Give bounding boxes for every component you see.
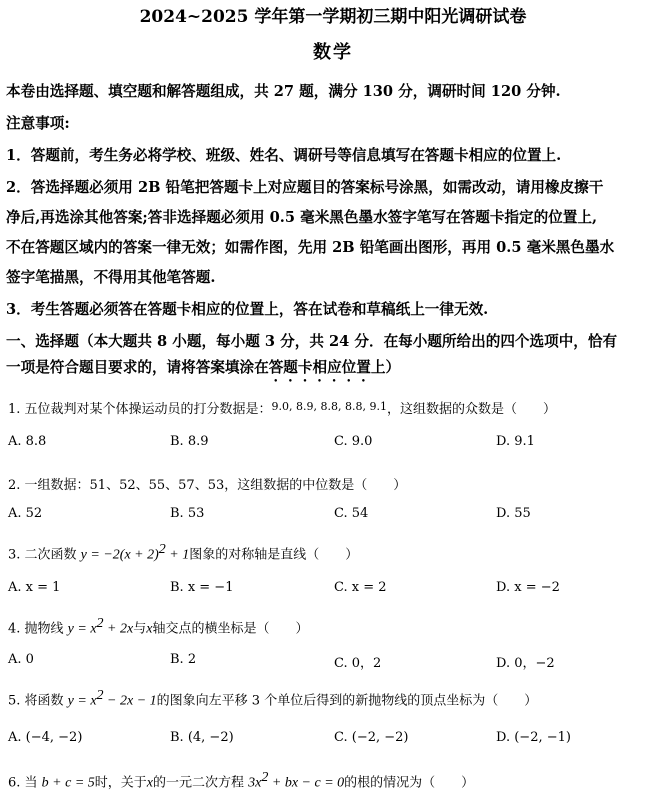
notice-item-3: 3．考生答题必须答在答题卡相应的位置上，答在试卷和草稿纸上一律无效. (6, 301, 489, 318)
question-4-option-d: D. 0，−2 (496, 656, 555, 671)
question-2-option-c: C. 54 (334, 506, 369, 521)
subject-title: 数学 (313, 42, 353, 63)
question-6-stem: 6. 当 b + c = 5时，关于x的一元二次方程 $3x^2$ + bx − c = 0的根的情况为（ ） (8, 770, 475, 791)
formula: y = x (67, 621, 97, 637)
formula: y = −2(x + 2) (80, 547, 159, 563)
question-2-option-b: B. 53 (170, 506, 205, 521)
question-5-option-d: D. (−2, −1) (496, 730, 571, 745)
section-heading-line-1: 一、选择题（本大题共 8 小题，每小题 3 分，共 24 分．在每小题所给出的四个选项中，恰有 (6, 333, 618, 350)
question-5-stem: 5. 将函数 $y = x^2 - 2x - 1$的图象向左平移 3 个单位后得到的新抛物线的顶点坐标为（ ） (8, 688, 538, 709)
notice-item-2-line-3: 不在答题区域内的答案一律无效；如需作图，先用 2B 铅笔画出图形，再用 0.5 毫米黑色墨水 (6, 239, 615, 256)
question-3-option-d: D. x = −2 (496, 580, 560, 595)
question-2-option-a: A. 52 (8, 506, 43, 521)
notice-title: 注意事项: (6, 115, 70, 132)
formula: y = x (67, 693, 97, 709)
question-5-option-a: A. (−4, −2) (8, 730, 83, 745)
question-1-option-a: A. 8.8 (8, 434, 47, 449)
question-4-stem: 4. 抛物线 $y = x^2 + 2x$与x轴交点的横坐标是（ ） (8, 616, 309, 637)
question-1-option-d: D. 9.1 (496, 434, 535, 449)
question-4-option-a: A. 0 (8, 652, 34, 667)
question-3-stem: 3. 二次函数 $y = -2(x + 2)^2 + 1$图象的对称轴是直线（ ） (8, 542, 359, 563)
notice-item-1: 1．答题前，考生务必将学校、班级、姓名、调研号等信息填写在答题卡相应的位置上. (6, 147, 562, 164)
question-5-option-c: C. (−2, −2) (334, 730, 409, 745)
emphasis-text: 答题卡相应位置 (268, 359, 371, 376)
question-2-stem: 2. 一组数据：51、52、55、57、53，这组数据的中位数是（ ） (8, 478, 407, 493)
question-4-option-b: B. 2 (170, 652, 197, 667)
exam-title: 2024~2025 学年第一学期初三期中阳光调研试卷 (139, 7, 527, 27)
question-3-option-a: A. x = 1 (8, 580, 61, 595)
exam-intro: 本卷由选择题、填空题和解答题组成，共 27 题，满分 130 分，调研时间 120 分钟. (6, 83, 561, 100)
question-4-option-c: C. 0，2 (334, 656, 382, 671)
formula: b + c = 5 (41, 775, 95, 791)
section-heading-line-2: 一项是符合题目要求的，请将答案填涂在答题卡相应位置上） (6, 359, 401, 376)
notice-item-2-line-4: 签字笔描黑，不得用其他笔答题. (6, 269, 216, 286)
formula: 3x (248, 775, 262, 791)
notice-item-2-line-2: 净后,再选涂其他答案;答非选择题必须用 0.5 毫米黑色墨水签字笔写在答题卡指定的位置上, (6, 209, 598, 226)
question-5-option-b: B. (4, −2) (170, 730, 234, 745)
question-1-stem: 1. 五位裁判对某个体操运动员的打分数据是：$^{9.0, 8.9, 8.8, 8.8, 9.1}$，这组数据的众数是（ ） (8, 400, 557, 417)
question-3-option-b: B. x = −1 (170, 580, 234, 595)
question-1-option-b: B. 8.9 (170, 434, 209, 449)
notice-item-2-line-1: 2．答选择题必须用 2B 铅笔把答题卡上对应题目的答案标号涂黑，如需改动，请用橡皮擦干 (6, 179, 604, 196)
question-3-option-c: C. x = 2 (334, 580, 387, 595)
question-2-option-d: D. 55 (496, 506, 531, 521)
question-1-option-c: C. 9.0 (334, 434, 373, 449)
